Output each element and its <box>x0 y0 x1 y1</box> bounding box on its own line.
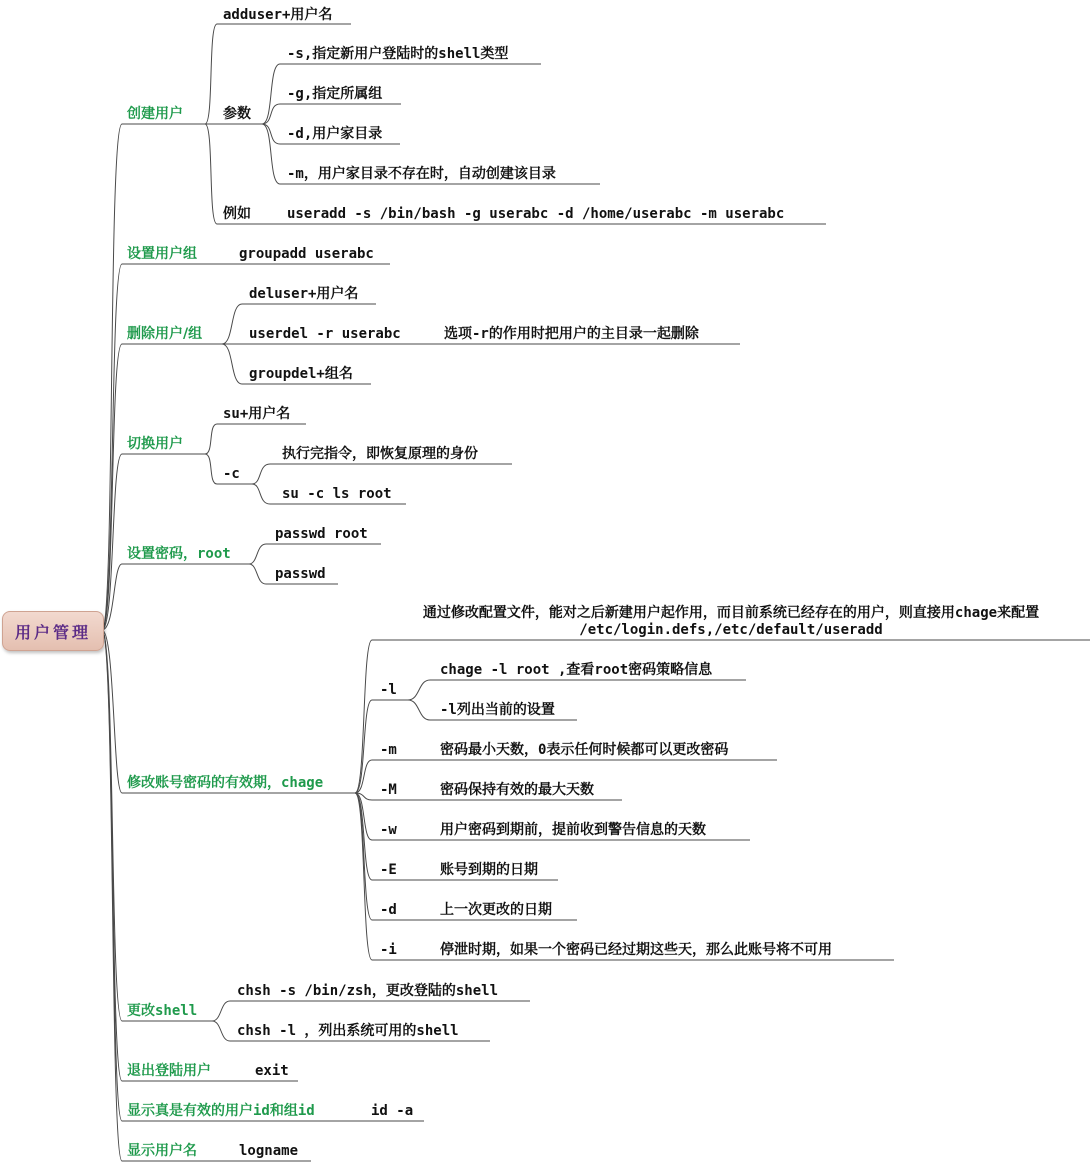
node-su-c-desc[interactable]: 执行完指令，即恢复原理的身份 <box>282 446 478 462</box>
node-chage-note-line1[interactable]: 通过修改配置文件，能对之后新建用户起作用，而目前系统已经存在的用户，则直接用chage来配置 <box>422 605 1040 621</box>
node-example-cmd[interactable]: useradd -s /bin/bash -g userabc -d /home/userabc -m userabc <box>287 206 785 222</box>
node-userdel-note[interactable]: 选项-r的作用时把用户的主目录一起删除 <box>444 326 699 342</box>
edge-root-id <box>102 630 366 1121</box>
node-chage-d[interactable]: -d <box>380 902 397 918</box>
node-param-d[interactable]: -d,用户家目录 <box>287 126 383 142</box>
node-chage-m-desc[interactable]: 密码最小天数，0表示任何时候都可以更改密码 <box>440 742 729 758</box>
node-chage-M[interactable]: -M <box>380 782 397 798</box>
node-chage-M-desc[interactable]: 密码保持有效的最大天数 <box>440 782 594 798</box>
edge-root-switch <box>102 454 205 630</box>
node-exit[interactable]: exit <box>255 1063 289 1079</box>
node-chage-w[interactable]: -w <box>380 822 397 838</box>
category-show-id[interactable]: 显示真是有效的用户id和组id <box>127 1103 315 1119</box>
node-userdel[interactable]: userdel -r userabc <box>249 326 401 342</box>
root-topic[interactable]: 用户管理 <box>2 611 104 651</box>
edge-root-chage <box>102 630 355 793</box>
node-chage-w-desc[interactable]: 用户密码到期前，提前收到警告信息的天数 <box>440 822 706 838</box>
category-passwd[interactable]: 设置密码，root <box>127 546 231 562</box>
node-param-g[interactable]: -g,指定所属组 <box>287 86 383 102</box>
category-delete[interactable]: 删除用户/组 <box>127 326 203 342</box>
category-change-shell[interactable]: 更改shell <box>127 1003 198 1019</box>
edge-root-shell <box>102 630 212 1021</box>
node-chsh-l[interactable]: chsh -l ，列出系统可用的shell <box>237 1023 459 1039</box>
category-set-group[interactable]: 设置用户组 <box>127 246 197 262</box>
node-groupadd[interactable]: groupadd userabc <box>239 246 374 262</box>
node-passwd-root[interactable]: passwd root <box>275 526 368 542</box>
node-chage-l-desc[interactable]: -l列出当前的设置 <box>440 702 555 718</box>
edge-root-passwd <box>102 564 249 630</box>
node-adduser[interactable]: adduser+用户名 <box>223 7 333 23</box>
node-params[interactable]: 参数 <box>223 106 251 122</box>
node-chage-E-desc[interactable]: 账号到期的日期 <box>440 862 538 878</box>
category-create-user[interactable]: 创建用户 <box>127 106 183 122</box>
category-chage[interactable]: 修改账号密码的有效期，chage <box>127 775 324 791</box>
node-su-c[interactable]: -c <box>223 466 240 482</box>
node-param-s[interactable]: -s,指定新用户登陆时的shell类型 <box>287 46 509 62</box>
node-su[interactable]: su+用户名 <box>223 406 291 422</box>
node-example[interactable]: 例如 <box>223 206 251 222</box>
node-chage-i[interactable]: -i <box>380 942 397 958</box>
category-switch-user[interactable]: 切换用户 <box>127 436 183 452</box>
node-logname[interactable]: logname <box>239 1143 299 1159</box>
node-chage-d-desc[interactable]: 上一次更改的日期 <box>440 902 552 918</box>
node-chage-E[interactable]: -E <box>380 862 397 878</box>
node-su-c-example[interactable]: su -c ls root <box>282 486 392 502</box>
category-logname[interactable]: 显示用户名 <box>127 1143 197 1159</box>
node-chage-m[interactable]: -m <box>380 742 397 758</box>
node-groupdel[interactable]: groupdel+组名 <box>249 366 353 382</box>
node-chage-i-desc[interactable]: 停泄时期，如果一个密码已经过期这些天，那么此账号将不可用 <box>440 942 832 958</box>
edge-root-delete <box>102 344 222 630</box>
node-deluser[interactable]: deluser+用户名 <box>249 286 359 302</box>
node-id-a[interactable]: id -a <box>371 1103 414 1119</box>
node-chage-l-example[interactable]: chage -l root ,查看root密码策略信息 <box>440 662 713 678</box>
node-chage-note-line2[interactable]: /etc/login.defs,/etc/default/useradd <box>579 622 883 638</box>
node-passwd[interactable]: passwd <box>275 566 326 582</box>
node-chage-l[interactable]: -l <box>380 682 397 698</box>
node-param-m[interactable]: -m，用户家目录不存在时，自动创建该目录 <box>287 166 556 182</box>
category-exit[interactable]: 退出登陆用户 <box>127 1063 211 1079</box>
node-chsh-s[interactable]: chsh -s /bin/zsh，更改登陆的shell <box>237 983 499 999</box>
